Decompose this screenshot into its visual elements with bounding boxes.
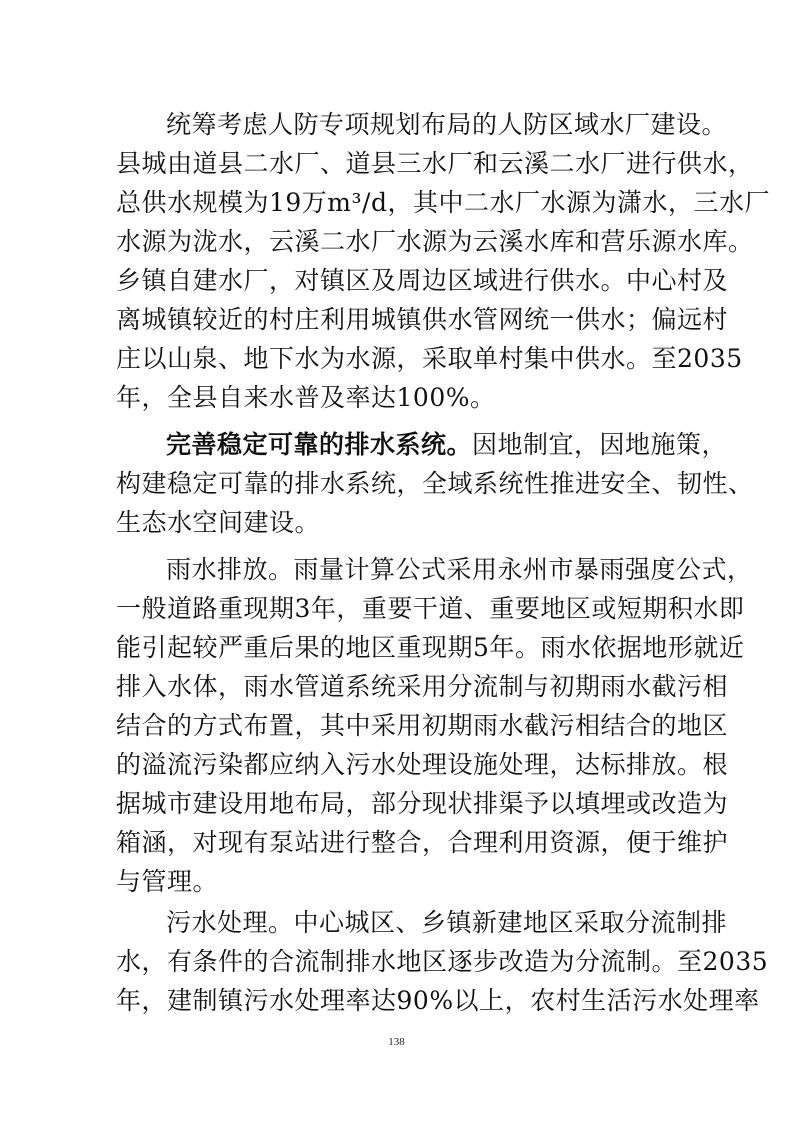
text-line: 庄以山泉、地下水为水源，采取单村集中供水。至2035 [116, 344, 743, 373]
text-line: 水，有条件的合流制排水地区逐步改造为分流制。至2035 [116, 947, 769, 976]
text-line: 县城由道县二水厂、道县三水厂和云溪二水厂进行供水， [116, 149, 754, 178]
text-line: 箱涵，对现有泵站进行整合，合理利用资源，便于维护 [116, 828, 729, 857]
text-line: 雨水排放。雨量计算公式采用永州市暴雨强度公式， [166, 555, 753, 584]
text-line: 统筹考虑人防专项规划布局的人防区域水厂建设。 [166, 110, 728, 139]
text-line: 的溢流污染都应纳入污水处理设施处理，达标排放。根 [116, 750, 729, 779]
section-heading: 完善稳定可靠的排水系统。 [166, 430, 473, 459]
text-line: 排入水体，雨水管道系统采用分流制与初期雨水截污相 [116, 672, 729, 701]
heading-rest: 因地制宜，因地施策， [472, 430, 728, 459]
text-line: 水源为泷水，云溪二水厂水源为云溪水库和营乐源水库。 [116, 227, 754, 256]
text-line: 总供水规模为19万m³/d，其中二水厂水源为潇水，三水厂 [116, 188, 770, 217]
text-line: 污水处理。中心城区、乡镇新建地区采取分流制排 [166, 908, 728, 937]
text-line: 与管理。 [116, 867, 219, 896]
text-line: 年，全县自来水普及率达100%。 [116, 383, 496, 412]
text-line: 生态水空间建设。 [116, 508, 321, 537]
text-line: 构建稳定可靠的排水系统，全域系统性推进安全、韧性、 [116, 469, 754, 498]
text-line: 一般道路重现期3年，重要干道、重要地区或短期积水即 [116, 594, 745, 623]
page-number: 138 [388, 1036, 405, 1048]
text-line: 结合的方式布置，其中采用初期雨水截污相结合的地区 [116, 711, 729, 740]
text-line: 乡镇自建水厂，对镇区及周边区域进行供水。中心村及 [116, 266, 729, 295]
text-line: 年，建制镇污水处理率达90%以上，农村生活污水处理率 [116, 986, 760, 1015]
text-line: 能引起较严重后果的地区重现期5年。雨水依据地形就近 [116, 633, 745, 662]
text-line: 据城市建设用地布局，部分现状排渠予以填埋或改造为 [116, 789, 729, 818]
text-line: 离城镇较近的村庄利用城镇供水管网统一供水；偏远村 [116, 305, 729, 334]
heading-line [166, 426, 728, 464]
